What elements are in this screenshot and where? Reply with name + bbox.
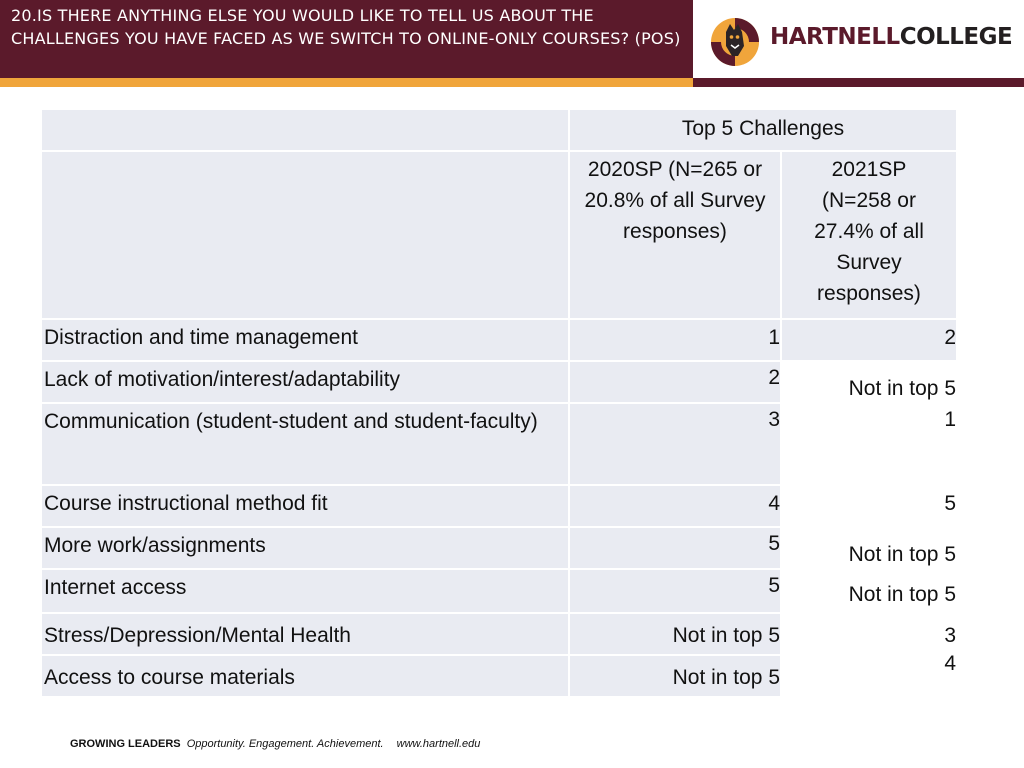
value-2020sp: Not in top 5 xyxy=(570,656,782,696)
value-2021sp: 4 xyxy=(782,648,956,696)
value-2020sp: Not in top 5 xyxy=(570,614,782,654)
value-2021sp: Not in top 5 xyxy=(782,528,956,568)
row-label: Stress/Depression/Mental Health xyxy=(42,614,570,654)
value-2021sp: Not in top 5 xyxy=(782,362,956,402)
table-row xyxy=(42,652,956,696)
footer-tagline: Opportunity. Engagement. Achievement. xyxy=(186,738,384,750)
value-2021sp: 1 xyxy=(782,404,956,484)
table-row xyxy=(42,486,956,528)
row-label: Lack of motivation/interest/adaptability xyxy=(42,362,570,402)
value-2020sp: 2 xyxy=(570,362,782,402)
footer xyxy=(70,738,480,750)
row-label: Distraction and time management xyxy=(42,320,570,360)
college-logo xyxy=(706,12,1013,72)
row-label: Access to course materials xyxy=(42,656,570,696)
table-column-header-row xyxy=(42,152,956,320)
value-2021sp: 3 xyxy=(782,614,956,654)
row-label: Course instructional method fit xyxy=(42,486,570,526)
value-2020sp: 5 xyxy=(570,528,782,568)
column-header-2020sp: 2020SP (N=265 or 20.8% of all Survey responses) xyxy=(570,152,782,318)
value-2021sp: 5 xyxy=(782,486,956,526)
value-2020sp: 4 xyxy=(570,486,782,526)
row-label: Communication (student-student and student-faculty) xyxy=(42,404,570,484)
table-group-header-row xyxy=(42,110,956,152)
value-2021sp: 2 xyxy=(782,320,956,360)
row-label: More work/assignments xyxy=(42,528,570,568)
value-2021sp: Not in top 5 xyxy=(782,570,956,612)
table-row xyxy=(42,570,956,614)
row-label: Internet access xyxy=(42,570,570,612)
footer-url: www.hartnell.edu xyxy=(396,738,481,750)
corner-cell xyxy=(42,110,570,150)
column-header-blank xyxy=(42,152,570,318)
logo-part-hartnell: HARTNELL xyxy=(770,24,900,50)
table-row xyxy=(42,528,956,570)
value-2020sp: 1 xyxy=(570,320,782,360)
challenges-table xyxy=(42,110,956,696)
logo-wordmark xyxy=(770,24,1012,50)
mascot-emblem-icon xyxy=(706,12,764,70)
group-header-cell: Top 5 Challenges xyxy=(570,110,956,150)
header-bar xyxy=(0,0,693,78)
column-header-2021sp: 2021SP (N=258 or 27.4% of all Survey responses) xyxy=(782,152,956,318)
table-row xyxy=(42,362,956,404)
header-right-stripe xyxy=(693,78,1024,87)
table-row xyxy=(42,404,956,486)
footer-slogan: GROWING LEADERS xyxy=(70,738,181,750)
logo-part-college: COLLEGE xyxy=(899,24,1013,50)
header-gold-stripe xyxy=(0,78,693,87)
table-row xyxy=(42,320,956,362)
page-title: 20.IS THERE ANYTHING ELSE YOU WOULD LIKE TO TELL US ABOUT THE CHALLENGES YOU HAVE FACED AS WE SWITCH TO ONLINE-ONLY COURSES? (POS) xyxy=(11,6,681,48)
value-2020sp: 3 xyxy=(570,404,782,484)
value-2020sp: 5 xyxy=(570,570,782,612)
